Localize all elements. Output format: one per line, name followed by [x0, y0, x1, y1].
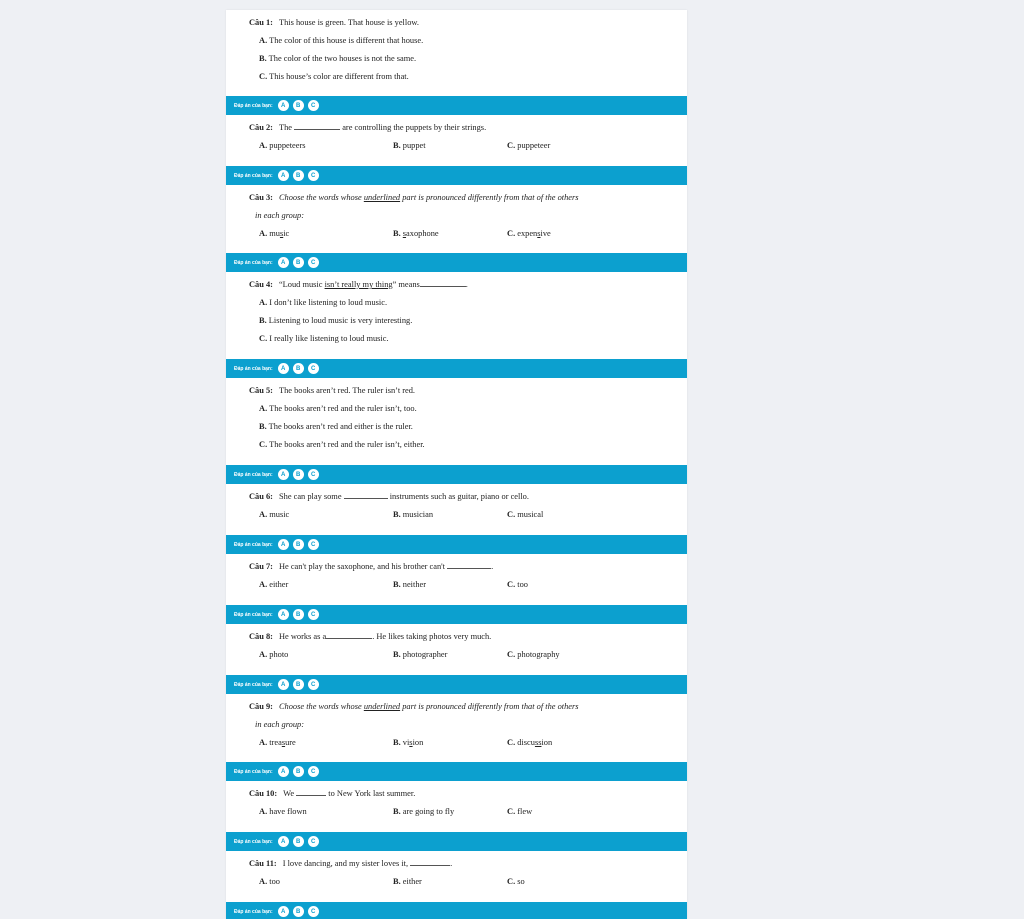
quiz-sheet [226, 10, 687, 919]
option-a[interactable]: A. either [259, 580, 289, 589]
answer-choice-a-button[interactable]: A [278, 170, 289, 181]
option-c[interactable]: C. This house’s color are different from that. [259, 72, 409, 81]
question-number: Câu 8: [249, 632, 273, 641]
answer-bar-label: Đáp án của bạn: [234, 908, 273, 915]
answer-bar [226, 166, 687, 185]
option-a[interactable]: A. The color of this house is different that house. [259, 36, 424, 45]
option-c[interactable]: C. I really like listening to loud music. [259, 334, 389, 343]
question-6: Câu 6: She can play some instruments such as guitar, piano or cello. A. music B. musician C. musical [226, 484, 687, 535]
option-c[interactable]: C. so [507, 877, 525, 886]
answer-choice-b-button[interactable]: B [293, 363, 304, 374]
answer-bar-label: Đáp án của bạn: [234, 365, 273, 372]
option-c[interactable]: C. The books aren’t red and the ruler isn’t, either. [259, 440, 425, 449]
question-5 [226, 378, 687, 465]
option-a[interactable]: A. music [259, 229, 290, 238]
option-c[interactable]: C. discussion [507, 738, 553, 747]
answer-blank [344, 489, 388, 499]
question-number: Câu 9: [249, 702, 273, 711]
option-b[interactable]: B. photographer [393, 650, 448, 659]
answer-choice-a-button[interactable]: A [278, 766, 289, 777]
answer-bar [226, 902, 687, 919]
answer-choice-c-button[interactable]: C [308, 363, 319, 374]
answer-bar-label: Đáp án của bạn: [234, 471, 273, 478]
option-a[interactable]: A. treasure [259, 738, 296, 747]
answer-bar-label: Đáp án của bạn: [234, 611, 273, 618]
option-b[interactable]: B. saxophone [393, 229, 439, 238]
answer-choice-b-button[interactable]: B [293, 836, 304, 847]
question-3: Câu 3: Choose the words whose underlined part is pronounced differently from that of the others in each group: A. music B. saxophone C. expensive [226, 185, 687, 253]
answer-choice-b-button[interactable]: B [293, 257, 304, 268]
answer-choice-c-button[interactable]: C [308, 170, 319, 181]
option-b[interactable]: B. Listening to loud music is very interesting. [259, 316, 413, 325]
question-number: Câu 11: [249, 859, 277, 868]
answer-choice-b-button[interactable]: B [293, 170, 304, 181]
question-number: Câu 4: [249, 280, 273, 289]
answer-bar-label: Đáp án của bạn: [234, 102, 273, 109]
question-text: The books aren’t red. The ruler isn’t red. [278, 386, 416, 395]
question-1 [226, 10, 687, 96]
answer-choice-c-button[interactable]: C [308, 679, 319, 690]
answer-bar-label: Đáp án của bạn: [234, 681, 273, 688]
answer-choice-a-button[interactable]: A [278, 257, 289, 268]
option-a[interactable]: A. music [259, 510, 290, 519]
answer-choice-a-button[interactable]: A [278, 679, 289, 690]
answer-choice-c-button[interactable]: C [308, 257, 319, 268]
answer-choice-a-button[interactable]: A [278, 836, 289, 847]
answer-bar [226, 253, 687, 272]
question-9: Câu 9: Choose the words whose underlined part is pronounced differently from that of the others in each group: A. treasure B. vision C. discussion [226, 694, 687, 762]
answer-bar-label: Đáp án của bạn: [234, 172, 273, 179]
answer-choice-b-button[interactable]: B [293, 469, 304, 480]
option-b[interactable]: B. are going to fly [393, 807, 455, 816]
option-a[interactable]: A. The books aren’t red and the ruler isn’t, too. [259, 404, 417, 413]
option-b[interactable]: B. neither [393, 580, 427, 589]
answer-choice-a-button[interactable]: A [278, 100, 289, 111]
answer-blank [326, 629, 372, 639]
answer-bar-label: Đáp án của bạn: [234, 541, 273, 548]
option-a[interactable]: A. too [259, 877, 280, 886]
answer-choice-a-button[interactable]: A [278, 539, 289, 550]
answer-choice-b-button[interactable]: B [293, 766, 304, 777]
question-text: This house is green. That house is yellow. [278, 18, 419, 27]
answer-bar [226, 535, 687, 554]
answer-choice-b-button[interactable]: B [293, 906, 304, 917]
question-10: Câu 10: We to New York last summer. A. have flown B. are going to fly C. flew [226, 781, 687, 832]
answer-choice-b-button[interactable]: B [293, 679, 304, 690]
answer-choice-c-button[interactable]: C [308, 469, 319, 480]
answer-choice-c-button[interactable]: C [308, 539, 319, 550]
question-number: Câu 3: [249, 193, 273, 202]
option-b[interactable]: B. vision [393, 738, 424, 747]
option-a[interactable]: A. I don’t like listening to loud music. [259, 298, 388, 307]
answer-choice-c-button[interactable]: C [308, 609, 319, 620]
question-number: Câu 5: [249, 386, 273, 395]
question-number: Câu 7: [249, 562, 273, 571]
answer-bar-label: Đáp án của bạn: [234, 838, 273, 845]
answer-bar [226, 832, 687, 851]
answer-choice-a-button[interactable]: A [278, 469, 289, 480]
answer-choice-a-button[interactable]: A [278, 363, 289, 374]
answer-bar [226, 762, 687, 781]
answer-choice-a-button[interactable]: A [278, 609, 289, 620]
answer-blank [410, 856, 450, 866]
question-number: Câu 10: [249, 789, 278, 798]
answer-bar [226, 359, 687, 378]
option-a[interactable]: A. have flown [259, 807, 307, 816]
answer-choice-c-button[interactable]: C [308, 100, 319, 111]
answer-bar-label: Đáp án của bạn: [234, 259, 273, 266]
answer-bar-label: Đáp án của bạn: [234, 768, 273, 775]
answer-choice-b-button[interactable]: B [293, 609, 304, 620]
answer-choice-a-button[interactable]: A [278, 906, 289, 917]
answer-choice-c-button[interactable]: C [308, 906, 319, 917]
option-c[interactable]: C. photography [507, 650, 560, 659]
option-b[interactable]: B. The color of the two houses is not the same. [259, 54, 417, 63]
answer-blank [296, 786, 326, 796]
question-number: Câu 6: [249, 492, 273, 501]
option-c[interactable]: C. expensive [507, 229, 551, 238]
answer-choice-c-button[interactable]: C [308, 766, 319, 777]
option-c[interactable]: C. musical [507, 510, 544, 519]
answer-blank [420, 277, 466, 287]
question-number: Câu 2: [249, 123, 273, 132]
question-2: Câu 2: The are controlling the puppets by their strings. A. puppeteers B. puppet C. puppeteer [226, 115, 687, 166]
answer-blank [294, 120, 340, 130]
question-4: Câu 4: “Loud music isn’t really my thing” means . A. I don’t like listening to loud music. B. Listening to loud music is very interesting. C. I really like listening to loud music. [226, 272, 687, 359]
answer-choice-b-button[interactable]: B [293, 100, 304, 111]
option-c[interactable]: C. too [507, 580, 528, 589]
question-8: Câu 8: He works as a . He likes taking photos very much. A. photo B. photographer C. photography [226, 624, 687, 675]
answer-blank [447, 559, 491, 569]
option-b[interactable]: B. puppet [393, 141, 426, 150]
answer-bar [226, 605, 687, 624]
question-number: Câu 1: [249, 18, 273, 27]
question-7: Câu 7: He can't play the saxophone, and his brother can't . A. either B. neither C. too [226, 554, 687, 605]
answer-choice-b-button[interactable]: B [293, 539, 304, 550]
answer-choice-c-button[interactable]: C [308, 836, 319, 847]
option-b[interactable]: B. The books aren’t red and either is the ruler. [259, 422, 413, 431]
option-b[interactable]: B. musician [393, 510, 434, 519]
question-11: Câu 11: I love dancing, and my sister loves it, . A. too B. either C. so [226, 851, 687, 902]
answer-bar [226, 465, 687, 484]
option-c[interactable]: C. flew [507, 807, 533, 816]
option-a[interactable]: A. photo [259, 650, 289, 659]
answer-bar [226, 96, 687, 115]
option-a[interactable]: A. puppeteers [259, 141, 306, 150]
answer-bar [226, 675, 687, 694]
option-b[interactable]: B. either [393, 877, 422, 886]
option-c[interactable]: C. puppeteer [507, 141, 551, 150]
